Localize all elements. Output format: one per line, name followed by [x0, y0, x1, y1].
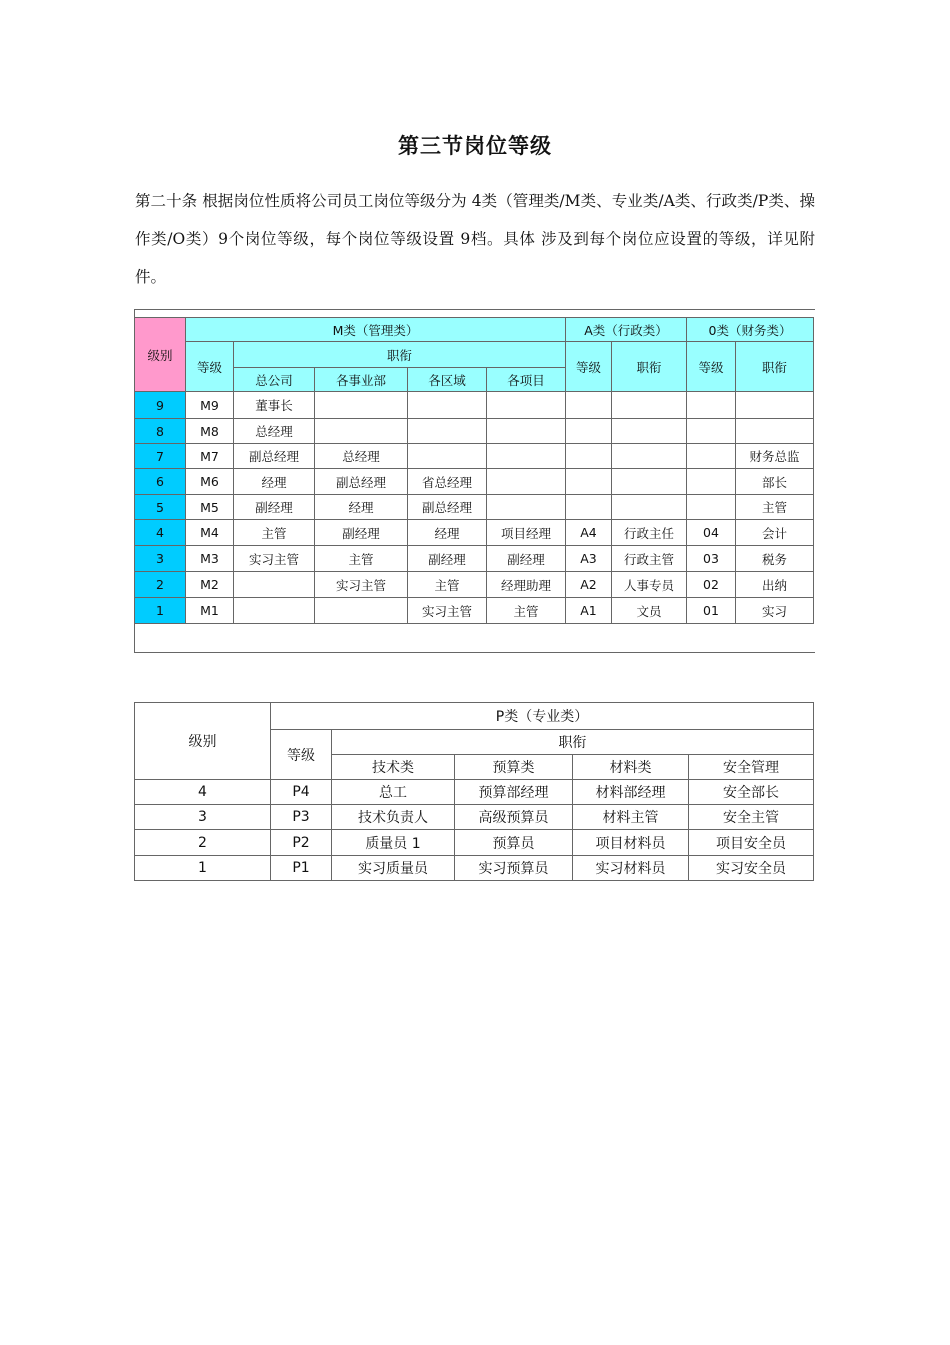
cell-material: 材料主管	[573, 805, 689, 830]
cell-a_title	[612, 392, 687, 419]
cell-level: 5	[135, 495, 186, 520]
cell-a	[566, 495, 612, 520]
cell-level: 6	[135, 469, 186, 495]
cell-level: 1	[135, 598, 186, 624]
cell-a_title	[612, 444, 687, 469]
cell-div	[315, 598, 408, 624]
m-sub-division: 各事业部	[315, 368, 408, 392]
cell-level: 2	[135, 572, 186, 598]
table-row	[135, 546, 814, 572]
cell-project: 项目经理	[487, 520, 566, 546]
p-sub-safety: 安全管理	[689, 755, 814, 780]
cell-level: 4	[135, 780, 271, 805]
cell-tech: 质量员 1	[332, 830, 455, 856]
cell-project	[487, 392, 566, 419]
cell-o_title: 出纳	[736, 572, 814, 598]
table-row	[135, 830, 814, 856]
p-level-header: 级别	[135, 703, 271, 780]
cell-budget: 实习预算员	[455, 856, 573, 881]
cell-project	[487, 469, 566, 495]
m-group-header: M类（管理类）	[186, 318, 566, 342]
cell-m: M9	[186, 392, 234, 419]
cell-a_title	[612, 469, 687, 495]
cell-level: 3	[135, 546, 186, 572]
cell-level: 4	[135, 520, 186, 546]
m-sub-hq: 总公司	[234, 368, 315, 392]
cell-div: 总经理	[315, 444, 408, 469]
cell-a	[566, 419, 612, 444]
cell-p: P4	[271, 780, 332, 805]
cell-budget: 预算部经理	[455, 780, 573, 805]
cell-o	[687, 495, 736, 520]
cell-a	[566, 392, 612, 419]
cell-o_title	[736, 419, 814, 444]
a-group-header: A类（行政类）	[566, 318, 687, 342]
p-sub-tech: 技术类	[332, 755, 455, 780]
p-sub-material: 材料类	[573, 755, 689, 780]
cell-region: 省总经理	[408, 469, 487, 495]
p-sub-budget: 预算类	[455, 755, 573, 780]
m-grade-header: 等级	[186, 342, 234, 392]
cell-o	[687, 392, 736, 419]
m-sub-region: 各区域	[408, 368, 487, 392]
o-group-header: 0类（财务类）	[687, 318, 814, 342]
cell-p: P2	[271, 830, 332, 856]
cell-a_title	[612, 419, 687, 444]
cell-safety: 实习安全员	[689, 856, 814, 881]
grade-table-p	[134, 702, 814, 881]
cell-tech: 总工	[332, 780, 455, 805]
cell-material: 材料部经理	[573, 780, 689, 805]
cell-o_title: 实习	[736, 598, 814, 624]
level-header: 级别	[135, 318, 186, 392]
cell-div: 实习主管	[315, 572, 408, 598]
cell-project: 主管	[487, 598, 566, 624]
table-row	[135, 520, 814, 546]
cell-div: 副总经理	[315, 469, 408, 495]
cell-region: 主管	[408, 572, 487, 598]
cell-region: 实习主管	[408, 598, 487, 624]
cell-o: 03	[687, 546, 736, 572]
cell-a_title: 人事专员	[612, 572, 687, 598]
cell-o_title	[736, 392, 814, 419]
cell-div: 经理	[315, 495, 408, 520]
cell-hq	[234, 572, 315, 598]
cell-project	[487, 495, 566, 520]
cell-m: M7	[186, 444, 234, 469]
cell-budget: 预算员	[455, 830, 573, 856]
cell-o_title: 税务	[736, 546, 814, 572]
cell-p: P3	[271, 805, 332, 830]
table-row	[135, 495, 814, 520]
cell-region	[408, 444, 487, 469]
cell-material: 项目材料员	[573, 830, 689, 856]
cell-safety: 安全主管	[689, 805, 814, 830]
cell-o_title: 部长	[736, 469, 814, 495]
article-text: 第二十条 根据岗位性质将公司员工岗位等级分为 4类（管理类/M类、专业类/A类、行政类/P类、操作类/O类）9个岗位等级，每个岗位等级设置 9档。具体 涉及到每个岗位应设置的等级，详见附件。	[135, 192, 815, 286]
cell-o: 02	[687, 572, 736, 598]
cell-a_title: 行政主管	[612, 546, 687, 572]
cell-safety: 项目安全员	[689, 830, 814, 856]
cell-project	[487, 419, 566, 444]
cell-level: 3	[135, 805, 271, 830]
table-row	[135, 572, 814, 598]
o-title-header: 职衔	[736, 342, 814, 392]
cell-level: 2	[135, 830, 271, 856]
cell-level: 9	[135, 392, 186, 419]
cell-level: 8	[135, 419, 186, 444]
cell-o: 04	[687, 520, 736, 546]
cell-o_title: 主管	[736, 495, 814, 520]
table-row	[135, 392, 814, 419]
cell-project: 经理助理	[487, 572, 566, 598]
cell-level: 7	[135, 444, 186, 469]
grade-table-m-a-o	[134, 317, 814, 624]
p-group-header: P类（专业类）	[271, 703, 814, 730]
cell-region: 副经理	[408, 546, 487, 572]
cell-o	[687, 419, 736, 444]
o-grade-header: 等级	[687, 342, 736, 392]
cell-safety: 安全部长	[689, 780, 814, 805]
cell-a_title	[612, 495, 687, 520]
cell-project	[487, 444, 566, 469]
table-row	[135, 780, 814, 805]
cell-div: 副经理	[315, 520, 408, 546]
cell-div	[315, 419, 408, 444]
cell-tech: 实习质量员	[332, 856, 455, 881]
cell-region: 经理	[408, 520, 487, 546]
cell-a: A1	[566, 598, 612, 624]
cell-p: P1	[271, 856, 332, 881]
cell-level: 1	[135, 856, 271, 881]
cell-material: 实习材料员	[573, 856, 689, 881]
a-grade-header: 等级	[566, 342, 612, 392]
cell-o_title: 会计	[736, 520, 814, 546]
m-title-header: 职衔	[234, 342, 566, 368]
cell-m: M8	[186, 419, 234, 444]
cell-a	[566, 444, 612, 469]
table-row	[135, 419, 814, 444]
table-row	[135, 469, 814, 495]
cell-budget: 高级预算员	[455, 805, 573, 830]
cell-a	[566, 469, 612, 495]
m-sub-project: 各项目	[487, 368, 566, 392]
p-title-header: 职衔	[332, 730, 814, 755]
cell-region	[408, 419, 487, 444]
cell-m: M3	[186, 546, 234, 572]
cell-div	[315, 392, 408, 419]
cell-a_title: 文员	[612, 598, 687, 624]
p-grade-header: 等级	[271, 730, 332, 780]
cell-o: 01	[687, 598, 736, 624]
table-row	[135, 598, 814, 624]
cell-hq: 总经理	[234, 419, 315, 444]
cell-m: M1	[186, 598, 234, 624]
cell-hq: 副经理	[234, 495, 315, 520]
cell-project: 副经理	[487, 546, 566, 572]
cell-region	[408, 392, 487, 419]
cell-a: A2	[566, 572, 612, 598]
cell-tech: 技术负责人	[332, 805, 455, 830]
cell-m: M5	[186, 495, 234, 520]
cell-m: M6	[186, 469, 234, 495]
cell-hq: 副总经理	[234, 444, 315, 469]
cell-o_title: 财务总监	[736, 444, 814, 469]
table-row	[135, 856, 814, 881]
cell-region: 副总经理	[408, 495, 487, 520]
cell-m: M4	[186, 520, 234, 546]
cell-hq: 董事长	[234, 392, 315, 419]
cell-hq: 主管	[234, 520, 315, 546]
cell-m: M2	[186, 572, 234, 598]
cell-a_title: 行政主任	[612, 520, 687, 546]
section-title: 第三节岗位等级	[398, 134, 552, 158]
table-row	[135, 444, 814, 469]
article-paragraph	[135, 182, 815, 296]
cell-a: A4	[566, 520, 612, 546]
cell-hq: 经理	[234, 469, 315, 495]
cell-hq	[234, 598, 315, 624]
a-title-header: 职衔	[612, 342, 687, 392]
cell-div: 主管	[315, 546, 408, 572]
cell-o	[687, 444, 736, 469]
table-row	[135, 805, 814, 830]
cell-o	[687, 469, 736, 495]
cell-a: A3	[566, 546, 612, 572]
cell-hq: 实习主管	[234, 546, 315, 572]
